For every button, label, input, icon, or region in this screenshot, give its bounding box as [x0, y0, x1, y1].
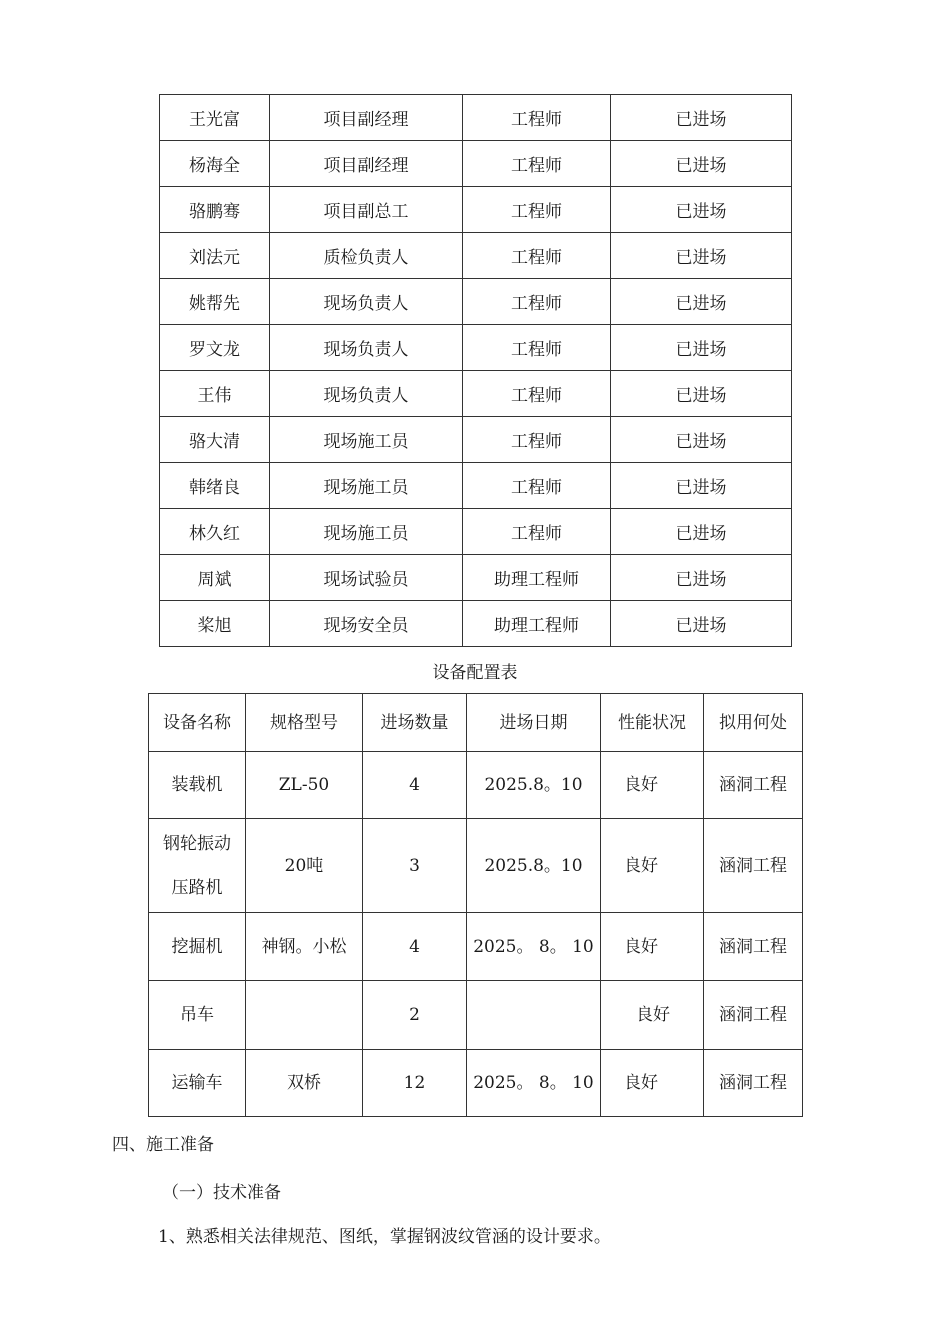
equipment-header-cell: 设备名称 [149, 694, 246, 752]
equipment-table-title: 设备配置表 [432, 663, 518, 683]
staff-role-cell: 现场负责人 [270, 279, 463, 325]
staff-title-cell: 助理工程师 [463, 601, 611, 647]
staff-role-cell: 现场试验员 [270, 555, 463, 601]
staff-status-cell: 已进场 [611, 371, 792, 417]
staff-role-cell: 项目副经理 [270, 141, 463, 187]
staff-table [159, 94, 792, 647]
staff-role-cell: 现场安全员 [270, 601, 463, 647]
equipment-date-cell: 2025.8。10 [467, 752, 601, 819]
equipment-name-cell: 钢轮振动压路机 [149, 819, 246, 913]
equipment-header-row [149, 694, 803, 752]
equipment-name-cell: 挖掘机 [149, 913, 246, 981]
equipment-condition-cell: 良好 [601, 1050, 704, 1117]
equipment-condition-cell: 良好 [601, 819, 704, 913]
staff-status-cell: 已进场 [611, 233, 792, 279]
equipment-use-cell: 涵洞工程 [704, 1050, 803, 1117]
staff-name-cell: 罗文龙 [160, 325, 270, 371]
equipment-model-cell: 双桥 [246, 1050, 363, 1117]
equipment-header-cell: 规格型号 [246, 694, 363, 752]
staff-status-cell: 已进场 [611, 279, 792, 325]
equipment-condition-cell: 良好 [601, 981, 704, 1050]
staff-title-cell: 工程师 [463, 187, 611, 233]
equipment-name-cell: 吊车 [149, 981, 246, 1050]
staff-row [160, 555, 792, 601]
staff-name-cell: 姚帮先 [160, 279, 270, 325]
equipment-qty-cell: 4 [363, 752, 467, 819]
equipment-date-cell [467, 981, 601, 1050]
staff-role-cell: 项目副总工 [270, 187, 463, 233]
staff-title-cell: 工程师 [463, 509, 611, 555]
staff-name-cell: 王伟 [160, 371, 270, 417]
staff-row [160, 601, 792, 647]
equipment-header-cell: 进场日期 [467, 694, 601, 752]
equipment-header-cell: 拟用何处 [704, 694, 803, 752]
equipment-row [149, 1050, 803, 1117]
staff-row [160, 325, 792, 371]
equipment-model-cell: ZL-50 [246, 752, 363, 819]
staff-name-cell: 杨海全 [160, 141, 270, 187]
staff-row [160, 463, 792, 509]
equipment-header-cell: 性能状况 [601, 694, 704, 752]
staff-role-cell: 现场施工员 [270, 463, 463, 509]
staff-title-cell: 工程师 [463, 325, 611, 371]
staff-role-cell: 项目副经理 [270, 95, 463, 141]
staff-row [160, 141, 792, 187]
staff-row [160, 371, 792, 417]
staff-title-cell: 工程师 [463, 233, 611, 279]
section-heading: 四、施工准备 [112, 1135, 214, 1155]
staff-status-cell: 已进场 [611, 463, 792, 509]
equipment-use-cell: 涵洞工程 [704, 981, 803, 1050]
equipment-date-cell: 2025。 8。 10 [467, 913, 601, 981]
staff-title-cell: 工程师 [463, 279, 611, 325]
equipment-name-cell: 装载机 [149, 752, 246, 819]
equipment-model-cell: 神钢。小松 [246, 913, 363, 981]
equipment-qty-cell: 4 [363, 913, 467, 981]
staff-role-cell: 质检负责人 [270, 233, 463, 279]
paragraph-item: 1、熟悉相关法律规范、图纸，掌握钢波纹管涵的设计要求。 [158, 1227, 611, 1247]
equipment-use-cell: 涵洞工程 [704, 913, 803, 981]
staff-title-cell: 工程师 [463, 141, 611, 187]
staff-row [160, 279, 792, 325]
staff-name-cell: 王光富 [160, 95, 270, 141]
staff-name-cell: 骆鹏骞 [160, 187, 270, 233]
staff-status-cell: 已进场 [611, 509, 792, 555]
equipment-condition-cell: 良好 [601, 913, 704, 981]
staff-row [160, 187, 792, 233]
equipment-row [149, 913, 803, 981]
staff-status-cell: 已进场 [611, 601, 792, 647]
staff-name-cell: 骆大清 [160, 417, 270, 463]
subsection-heading: （一）技术准备 [162, 1183, 281, 1203]
staff-row [160, 417, 792, 463]
staff-status-cell: 已进场 [611, 555, 792, 601]
staff-title-cell: 助理工程师 [463, 555, 611, 601]
staff-name-cell: 桨旭 [160, 601, 270, 647]
equipment-model-cell [246, 981, 363, 1050]
staff-status-cell: 已进场 [611, 325, 792, 371]
equipment-use-cell: 涵洞工程 [704, 819, 803, 913]
staff-name-cell: 林久红 [160, 509, 270, 555]
staff-row [160, 233, 792, 279]
staff-status-cell: 已进场 [611, 417, 792, 463]
staff-role-cell: 现场施工员 [270, 417, 463, 463]
equipment-qty-cell: 12 [363, 1050, 467, 1117]
equipment-model-cell: 20吨 [246, 819, 363, 913]
equipment-use-cell: 涵洞工程 [704, 752, 803, 819]
equipment-condition-cell: 良好 [601, 752, 704, 819]
staff-role-cell: 现场施工员 [270, 509, 463, 555]
equipment-row [149, 752, 803, 819]
equipment-date-cell: 2025.8。10 [467, 819, 601, 913]
staff-name-cell: 刘法元 [160, 233, 270, 279]
equipment-date-cell: 2025。 8。 10 [467, 1050, 601, 1117]
equipment-header-cell: 进场数量 [363, 694, 467, 752]
staff-row [160, 95, 792, 141]
staff-title-cell: 工程师 [463, 417, 611, 463]
equipment-name-cell: 运输车 [149, 1050, 246, 1117]
staff-name-cell: 周斌 [160, 555, 270, 601]
staff-status-cell: 已进场 [611, 187, 792, 233]
equipment-qty-cell: 3 [363, 819, 467, 913]
staff-title-cell: 工程师 [463, 463, 611, 509]
staff-title-cell: 工程师 [463, 95, 611, 141]
equipment-table [148, 693, 803, 1117]
staff-status-cell: 已进场 [611, 141, 792, 187]
staff-role-cell: 现场负责人 [270, 325, 463, 371]
equipment-qty-cell: 2 [363, 981, 467, 1050]
equipment-row [149, 981, 803, 1050]
equipment-row [149, 819, 803, 913]
staff-role-cell: 现场负责人 [270, 371, 463, 417]
staff-status-cell: 已进场 [611, 95, 792, 141]
staff-row [160, 509, 792, 555]
staff-name-cell: 韩绪良 [160, 463, 270, 509]
staff-title-cell: 工程师 [463, 371, 611, 417]
